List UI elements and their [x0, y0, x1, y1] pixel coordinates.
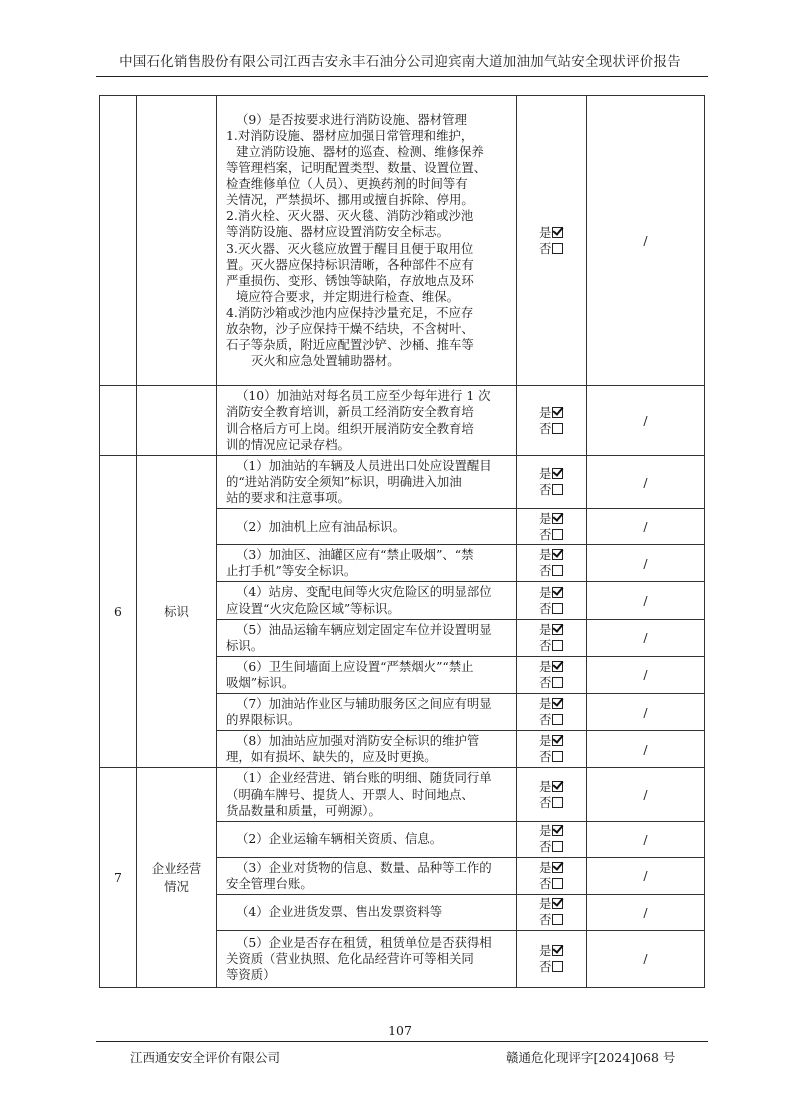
- item-line: 的界限标识。: [226, 712, 301, 728]
- check-item: [217, 694, 517, 731]
- item-line: 灭火和应急处置辅助器材。: [251, 353, 400, 369]
- item-line: 等管理档案，记明配置类型、数量、设置位置、: [226, 160, 487, 176]
- yes-label: 是: [539, 859, 552, 875]
- section-number-cell: [100, 96, 137, 386]
- checked-box-icon[interactable]: [552, 227, 563, 238]
- empty-box-icon[interactable]: [552, 797, 563, 808]
- page-number: 107: [388, 1023, 412, 1038]
- no-label: 否: [539, 839, 552, 855]
- checkbox-cell: [517, 96, 587, 386]
- no-label: 否: [539, 526, 552, 542]
- remark-cell: /: [587, 821, 705, 857]
- check-item: [217, 386, 517, 456]
- category-name: 情况: [164, 878, 189, 894]
- table-row: [100, 96, 705, 386]
- yes-label: 是: [539, 896, 552, 912]
- checked-box-icon[interactable]: [552, 549, 563, 560]
- no-label: 否: [539, 875, 552, 891]
- item-line: （明确车牌号、提货人、开票人、时间地点、: [226, 786, 474, 802]
- item-line: 置。灭火器应保持标识清晰，各种部件不应有: [226, 256, 474, 272]
- check-item: [217, 456, 517, 509]
- item-line: 关资质（营业执照、危化品经营许可等相关同: [226, 950, 474, 966]
- checkbox-cell: [517, 930, 587, 987]
- checked-box-icon[interactable]: [552, 698, 563, 709]
- category-name: 标识: [164, 603, 189, 619]
- empty-box-icon[interactable]: [552, 714, 563, 725]
- yes-label: 是: [539, 823, 552, 839]
- checkbox-cell: [517, 582, 587, 619]
- footer-divider: [96, 1041, 708, 1042]
- checked-box-icon[interactable]: [552, 945, 563, 956]
- item-line: 严重损伤、变形、锈蚀等缺陷，存放地点及环: [226, 272, 474, 288]
- item-line: 建立消防设施、器材的巡查、检测、维修保养: [236, 143, 484, 159]
- remark-cell: /: [587, 731, 705, 768]
- item-line: （3）加油区、油罐区应有“禁止吸烟”、“禁: [236, 547, 474, 563]
- empty-box-icon[interactable]: [552, 243, 563, 254]
- checked-box-icon[interactable]: [552, 825, 563, 836]
- item-line: 训合格后方可上岗。组织开展消防安全教育培: [226, 420, 474, 436]
- empty-box-icon[interactable]: [552, 841, 563, 852]
- yes-label: 是: [539, 778, 552, 794]
- item-line: 等资质）: [226, 966, 276, 982]
- remark-cell: /: [587, 619, 705, 656]
- empty-box-icon[interactable]: [552, 565, 563, 576]
- item-line: 止打手机”等安全标识。: [226, 563, 357, 579]
- yes-label: 是: [539, 733, 552, 749]
- item-line: 境应符合要求，并定期进行检查、维保。: [236, 288, 460, 304]
- item-line: 应设置“火灾危险区域”等标识。: [226, 600, 400, 616]
- check-item: [217, 619, 517, 656]
- remark-cell: /: [587, 582, 705, 619]
- item-line: （4）站房、变配电间等火灾危险区的明显部位: [236, 584, 492, 600]
- empty-box-icon[interactable]: [552, 423, 563, 434]
- item-line: 消防安全教育培训，新员工经消防安全教育培: [226, 404, 474, 420]
- item-line: （1）加油站的车辆及人员进出口处应设置醒目: [236, 458, 492, 473]
- checkbox-cell: [517, 656, 587, 693]
- check-item: [217, 509, 517, 545]
- item-line: 检查维修单位（人员）、更换药剂的时间等有: [226, 176, 468, 192]
- checkbox-cell: [517, 456, 587, 509]
- remark-cell: /: [587, 456, 705, 509]
- category-cell: [137, 386, 217, 456]
- item-line: （6）卫生间墙面上应设置“严禁烟火”“禁止: [236, 658, 474, 674]
- remark-cell: /: [587, 656, 705, 693]
- item-line: 4.消防沙箱或沙池内应保持沙量充足，不应存: [226, 304, 474, 320]
- page-header: 中国石化销售股份有限公司江西吉安永丰石油分公司迎宾南大道加油加气站安全现状评价报告: [119, 54, 681, 70]
- section-number-cell: [100, 386, 137, 456]
- empty-box-icon[interactable]: [552, 677, 563, 688]
- empty-box-icon[interactable]: [552, 640, 563, 651]
- remark-cell: /: [587, 509, 705, 545]
- remark-cell: /: [587, 545, 705, 582]
- item-line: 站的要求和注意事项。: [226, 490, 350, 506]
- category-name: 企业经营: [151, 860, 202, 876]
- yes-label: 是: [539, 658, 552, 674]
- no-label: 否: [539, 240, 552, 256]
- yes-label: 是: [539, 404, 552, 420]
- empty-box-icon[interactable]: [552, 961, 563, 972]
- check-item: [217, 96, 517, 386]
- item-line: 3.灭火器、灭火毯应放置于醒目且便于取用位: [226, 240, 474, 256]
- checklist-table: [99, 95, 705, 988]
- checkbox-cell: [517, 821, 587, 857]
- yes-label: 是: [539, 510, 552, 526]
- item-line: （1）企业经营进、销台账的明细、随货同行单: [236, 770, 492, 786]
- item-line: 理，如有损坏、缺失的，应及时更换。: [226, 749, 437, 765]
- empty-box-icon[interactable]: [552, 914, 563, 925]
- item-line: （7）加油站作业区与辅助服务区之间应有明显: [236, 696, 492, 712]
- remark-cell: /: [587, 96, 705, 386]
- no-label: 否: [539, 674, 552, 690]
- item-line: （5）油品运输车辆应划定固定车位并设置明显: [236, 621, 492, 637]
- item-line: （10）加油站对每名员工应至少每年进行 1 次: [236, 388, 491, 404]
- checkbox-cell: [517, 386, 587, 456]
- item-line: 2.消火栓、灭火器、灭火毯、消防沙箱或沙池: [226, 208, 474, 224]
- check-item: [217, 821, 517, 857]
- table-row: [100, 456, 705, 509]
- no-label: 否: [539, 749, 552, 765]
- check-item: [217, 656, 517, 693]
- remark-cell: /: [587, 930, 705, 987]
- empty-box-icon[interactable]: [552, 484, 563, 495]
- yes-label: 是: [539, 584, 552, 600]
- item-line: （2）加油机上应有油品标识。: [236, 518, 405, 534]
- header-divider: [96, 76, 708, 77]
- no-label: 否: [539, 637, 552, 653]
- category-cell: [137, 768, 217, 987]
- item-line: （8）加油站应加强对消防安全标识的维护管: [236, 733, 480, 749]
- category-cell: [137, 456, 217, 768]
- checked-box-icon[interactable]: [552, 407, 563, 418]
- yes-label: 是: [539, 547, 552, 563]
- item-line: 关情况，严禁损坏、挪用或擅自拆除、停用。: [226, 192, 474, 208]
- check-item: [217, 894, 517, 930]
- remark-cell: /: [587, 386, 705, 456]
- footer-company: 江西通安安全评价有限公司: [130, 1050, 281, 1065]
- check-item: [217, 857, 517, 894]
- empty-box-icon[interactable]: [552, 603, 563, 614]
- check-item: [217, 930, 517, 987]
- check-item: [217, 582, 517, 619]
- checkbox-cell: [517, 768, 587, 821]
- remark-cell: /: [587, 768, 705, 821]
- checkbox-cell: [517, 857, 587, 894]
- checkbox-cell: [517, 694, 587, 731]
- footer-report-number: 赣通危化现评字[2024]068 号: [506, 1050, 676, 1065]
- checked-box-icon[interactable]: [552, 624, 563, 635]
- checked-box-icon[interactable]: [552, 661, 563, 672]
- item-line: 等消防设施、器材应设置消防安全标志。: [226, 224, 450, 240]
- item-line: 货品数量和质量，可朔源）。: [226, 802, 381, 818]
- yes-label: 是: [539, 466, 552, 482]
- no-label: 否: [539, 600, 552, 616]
- checked-box-icon[interactable]: [552, 735, 563, 746]
- item-line: 吸烟”标识。: [226, 674, 295, 690]
- yes-label: 是: [539, 621, 552, 637]
- remark-cell: /: [587, 894, 705, 930]
- item-line: （5）企业是否存在租赁，租赁单位是否获得相: [236, 934, 492, 950]
- checkbox-cell: [517, 545, 587, 582]
- item-line: 的“进站消防安全须知”标识，明确进入加油: [226, 474, 462, 490]
- checked-box-icon[interactable]: [552, 468, 563, 479]
- empty-box-icon[interactable]: [552, 529, 563, 540]
- item-line: 标识。: [226, 637, 264, 653]
- item-title: （9）是否按要求进行消防设施、器材管理: [236, 111, 467, 127]
- item-line: （3）企业对货物的信息、数量、品种等工作的: [236, 859, 492, 875]
- check-item: [217, 545, 517, 582]
- checkbox-cell: [517, 619, 587, 656]
- empty-box-icon[interactable]: [552, 878, 563, 889]
- checked-box-icon[interactable]: [552, 862, 563, 873]
- check-item: [217, 731, 517, 768]
- checkbox-cell: [517, 509, 587, 545]
- no-label: 否: [539, 712, 552, 728]
- yes-label: 是: [539, 942, 552, 958]
- checked-box-icon[interactable]: [552, 898, 563, 909]
- table-row: [100, 768, 705, 821]
- item-line: 训的情况应记录存档。: [226, 436, 350, 452]
- item-line: 放杂物，沙子应保持干燥不结块，不含树叶、: [226, 320, 474, 336]
- no-label: 否: [539, 958, 552, 974]
- no-label: 否: [539, 912, 552, 928]
- yes-label: 是: [539, 224, 552, 240]
- item-line: 安全管理台账。: [226, 875, 313, 891]
- check-item: [217, 768, 517, 821]
- checkbox-cell: [517, 894, 587, 930]
- item-line: 石子等杂质，附近应配置沙铲、沙桶、推车等: [226, 337, 474, 353]
- category-cell: [137, 96, 217, 386]
- remark-cell: /: [587, 694, 705, 731]
- checked-box-icon[interactable]: [552, 587, 563, 598]
- section-number-cell: 6: [100, 456, 137, 768]
- table-row: [100, 386, 705, 456]
- checked-box-icon[interactable]: [552, 781, 563, 792]
- remark-cell: /: [587, 857, 705, 894]
- no-label: 否: [539, 482, 552, 498]
- empty-box-icon[interactable]: [552, 751, 563, 762]
- no-label: 否: [539, 794, 552, 810]
- no-label: 否: [539, 563, 552, 579]
- item-line: （4）企业进货发票、售出发票资料等: [236, 904, 443, 920]
- item-line: （2）企业运输车辆相关资质、信息。: [236, 831, 443, 847]
- no-label: 否: [539, 420, 552, 436]
- item-line: 1.对消防设施、器材应加强日常管理和维护，: [226, 127, 474, 143]
- yes-label: 是: [539, 696, 552, 712]
- checked-box-icon[interactable]: [552, 513, 563, 524]
- section-number-cell: 7: [100, 768, 137, 987]
- checkbox-cell: [517, 731, 587, 768]
